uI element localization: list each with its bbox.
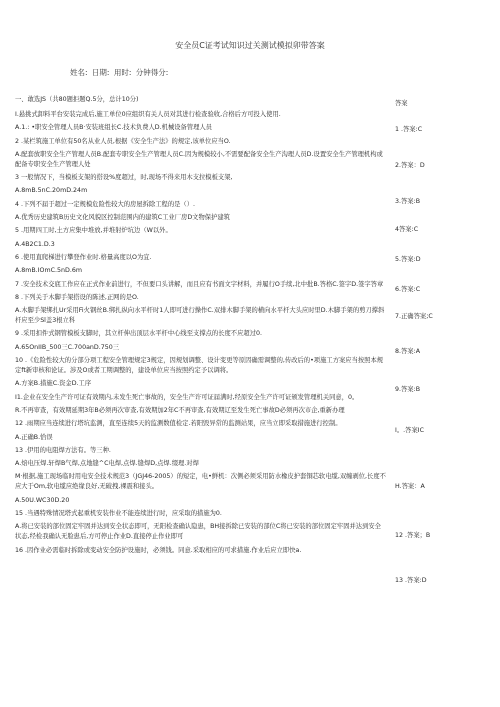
answer-item: 7.正确答案;C	[395, 313, 433, 320]
answers-header: 答案	[395, 100, 408, 107]
answer-item: 1 .答案:C	[395, 126, 423, 133]
page-title: 安全员C证考试知识过关测试模拟卯带答案	[175, 41, 325, 50]
question-line: I1.企业在安全生产许可证有效期内,未发生死亡事故的，安全生产许可证届满时,经原安全生产许可证颁发管理机关同意，0。	[15, 393, 359, 401]
question-line: 3 一般情况下，当模板支架的搭设%度超过，时,现场不得来用木支拉模板支架,	[15, 174, 233, 182]
answer-item: 6.答案:C	[395, 286, 421, 293]
question-line: 5 .用期四工时,土方应集中堆放,并堆射炉坑边（W以外。	[15, 227, 172, 235]
question-line: 8 .下列关于木脚手架搭设的陈述,正网的是O.	[15, 293, 139, 301]
question-line: A.优秀历史建筑B历史文化风貌区控制范围内的建筑C工业厂房D文物保护建筑	[15, 214, 230, 222]
question-line: A.1.: •职安全管理人员B·安装班组长C.技术负费人D.机械设备管理人员	[15, 124, 213, 132]
answer-item: 12 .答案；B	[395, 532, 431, 539]
question-line: A.65OnIIB_500三C.700anD.750三	[15, 343, 120, 351]
answer-item: 5.答案:D	[395, 256, 421, 263]
answer-item: 13 .答案:D	[395, 577, 427, 584]
question-line: 10 .《危险性较大的分部分项工程安全管理规定3规定，因规划调整、设计变更等原因确需调整的,传改后的•项施工方案应当按照本规定ft新审核和论证。涉及O或者工期调整的，建设单位应当按照约定予以调将。	[15, 357, 384, 375]
question-line: A.正确B.恰误	[15, 433, 53, 441]
question-line: I.悬挑式卸料平台安装完成后,施工单位0应组织有关人员对其进行检查验收,合格后方可投入使用.	[15, 111, 281, 118]
question-line: R.不再审查，有效期延期3年B必须再次审查,有效期加2年C不再审查,有效期辽至发生死亡事故D必须再次市企,重新办理	[15, 406, 345, 414]
exam-meta-line: 姓名: 日期: 用时: 分钟得分:	[70, 68, 169, 77]
question-line: A.将已安装的部位固定牢固并达到安全状态即可，无阳检查确认隐患，BH接拆除已安装的部位C将已安装的部位固定牢固并达到安全状态,经检我确认无脸患后,方可停止作业D.直接停止作业即可	[15, 523, 381, 541]
question-line: A.木脚手架绑扎Ur采用Fi火钢丝B.绑扎纵向水平杆时1人即可进行操作C.双排木脚手架的横向水平杆大头应时里D.木脚手架的剪刀撑斜杆应至少Sl盖3根立科	[15, 307, 385, 325]
answer-item: 8.答案:A	[395, 348, 421, 355]
question-line: 6 .使用直爬梯进行攀登作业时.格量高度以O为宜.	[15, 253, 152, 261]
answer-item: 4答案:C	[395, 226, 419, 233]
question-line: 16 .因作业必需临时拆除或变动安全防护设施时，必须钱。同意.采取相应的可求措施.作业后应立即快a.	[15, 546, 302, 554]
question-line: 2 .某栏筑施工单位有50名从业人员,根据《安全生产法》的规定,该单位应当O.	[15, 137, 231, 145]
question-line: 7 .安全技术交底工作应在正式作业前进行，不但要口头讲解，而且应有书面文字材料，并履行O手续,北中批B.答格C.签字D.签字答章	[15, 280, 384, 288]
answer-item: 2.答案：D	[395, 162, 425, 169]
question-line: A.8mB.5nC.20mD.24m	[15, 187, 88, 195]
answer-item: I。.答案IC	[395, 427, 425, 434]
question-line: M·根据,施工现场临时用电安全技术规范3（JGJ46-2005）的短定，电•鲜机：次侧必须采用防水橡皮护套铜芯软电缆,双缠剥位,长度不应大于Om,软电缆应绝缘良好,无破拽,裸震和接头。	[15, 473, 386, 491]
question-line: 9 .采用扣件式钢管模板支脚时，其立杆伸出顶层水平杆中心线至支撑点的长度不应超过0.	[15, 330, 263, 338]
question-line: A.方案B.措施C.资金D.工序	[15, 380, 92, 388]
question-line: 13 .伊用的电阻焊方法有。等三种.	[15, 446, 111, 454]
question-line: A.8mB.IOmC.5nD.6m	[15, 267, 82, 275]
question-line: 12 .雨期应当连续进行塔坑监测，直至连续5天的监测数值检定.若阳毁异常的监测站果，应当立即采取措施进行控制。	[15, 420, 342, 428]
answer-item: 3.答案:B	[395, 198, 421, 205]
question-line: A.配套放职安全生产管理人员B.配套专职安全生产管理人员C.因为规模较小,不需要配备安全生产沟理人员D.设置安全生产管理机构或配备专职安全生产管理人处	[15, 150, 383, 168]
question-line: A.焙电压焊.轩焊B气焊,点地缝^C电焊,点焊.缝焊D,点焊.缀理.对焊	[15, 460, 199, 468]
question-line: A.50U.WC30D.20	[15, 496, 70, 504]
answer-item: H.答案：A	[395, 483, 425, 490]
question-line: 15 .当遇特殊情况塔式起重机安装作业不能连续进行时，应采取的措施为0.	[15, 510, 222, 518]
question-list	[15, 95, 387, 559]
question-line: 4 .下列不届于超过一定规模危险性较大的房屋拆除工程的是（）.	[15, 200, 196, 208]
question-line: A.4B2C1.D.3	[15, 240, 55, 248]
section-title: 一、敢选JS（共80题拒题Q.5分，总计10分)	[15, 96, 139, 103]
answer-item: 9.答案:B	[395, 386, 421, 393]
